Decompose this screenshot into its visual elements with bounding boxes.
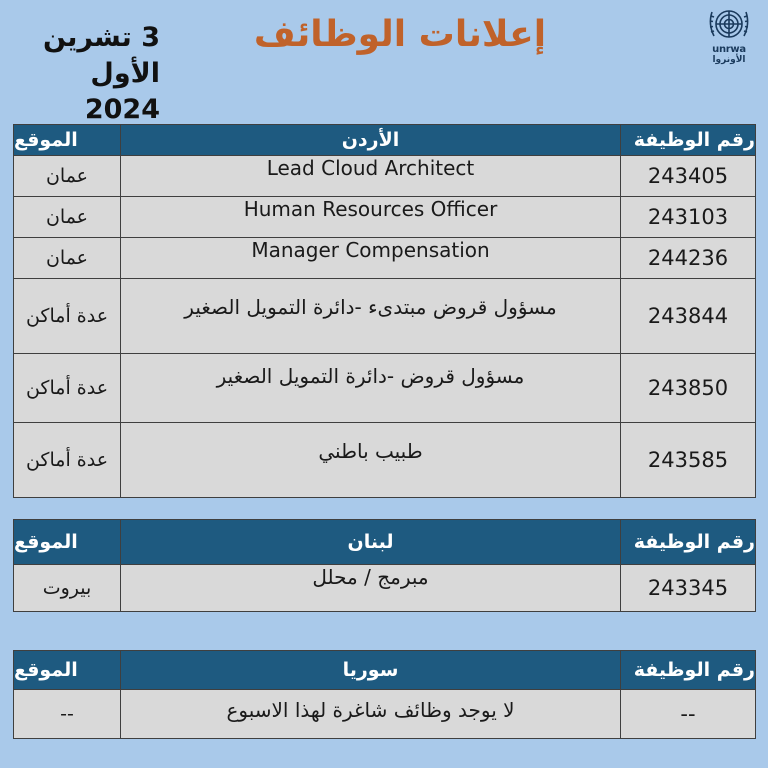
job-number: 243850: [621, 354, 756, 423]
job-number-column-header: رقم الوظيفة: [621, 125, 756, 156]
job-location: عدة أماكن: [14, 279, 121, 354]
job-number: 243103: [621, 197, 756, 238]
location-column-header: الموقع: [14, 520, 121, 565]
table-header-row: [14, 125, 756, 156]
job-title: مسؤول قروض -دائرة التمويل الصغير: [121, 354, 621, 423]
table-header-row: [14, 520, 756, 565]
logo-text-ar: الأونروا: [712, 55, 746, 65]
job-title: مبرمج / محلل: [121, 565, 621, 612]
table-row: [14, 690, 756, 739]
job-title: لا يوجد وظائف شاغرة لهذا الاسبوع: [121, 690, 621, 739]
table-header-row: [14, 651, 756, 690]
location-column-header: الموقع: [14, 651, 121, 690]
job-title: Lead Cloud Architect: [121, 156, 621, 197]
job-location: عدة أماكن: [14, 354, 121, 423]
unrwa-logo: [700, 4, 758, 76]
job-location: --: [14, 690, 121, 739]
job-location: بيروت: [14, 565, 121, 612]
lebanon-jobs-table: [13, 519, 756, 612]
syria-jobs-table: [13, 650, 756, 739]
job-number-column-header: رقم الوظيفة: [621, 651, 756, 690]
job-number-column-header: رقم الوظيفة: [621, 520, 756, 565]
table-row: [14, 238, 756, 279]
table-row: [14, 197, 756, 238]
job-number: 243405: [621, 156, 756, 197]
job-title: مسؤول قروض مبتدىء -دائرة التمويل الصغير: [121, 279, 621, 354]
job-number: 243345: [621, 565, 756, 612]
job-location: عمان: [14, 197, 121, 238]
jordan-jobs-table: [13, 124, 756, 498]
location-column-header: الموقع: [14, 125, 121, 156]
un-emblem-icon: [706, 4, 752, 44]
logo-text-en: unrwa: [712, 44, 746, 55]
job-location: عمان: [14, 156, 121, 197]
table-row: [14, 354, 756, 423]
job-number: 244236: [621, 238, 756, 279]
job-location: عدة أماكن: [14, 423, 121, 498]
country-header: الأردن: [121, 125, 621, 156]
table-row: [14, 279, 756, 354]
date-label: [10, 20, 160, 128]
job-title: Human Resources Officer: [121, 197, 621, 238]
date-line-2: الأول 2024: [84, 58, 160, 125]
date-line-1: 3 تشرين: [42, 22, 160, 53]
country-header: سوريا: [121, 651, 621, 690]
country-header: لبنان: [121, 520, 621, 565]
job-number: --: [621, 690, 756, 739]
table-row: [14, 423, 756, 498]
job-title: Manager Compensation: [121, 238, 621, 279]
table-row: [14, 565, 756, 612]
table-row: [14, 156, 756, 197]
job-number: 243844: [621, 279, 756, 354]
job-title: طبيب باطني: [121, 423, 621, 498]
job-number: 243585: [621, 423, 756, 498]
job-location: عمان: [14, 238, 121, 279]
page-title: إعلانات الوظائف: [253, 14, 547, 55]
